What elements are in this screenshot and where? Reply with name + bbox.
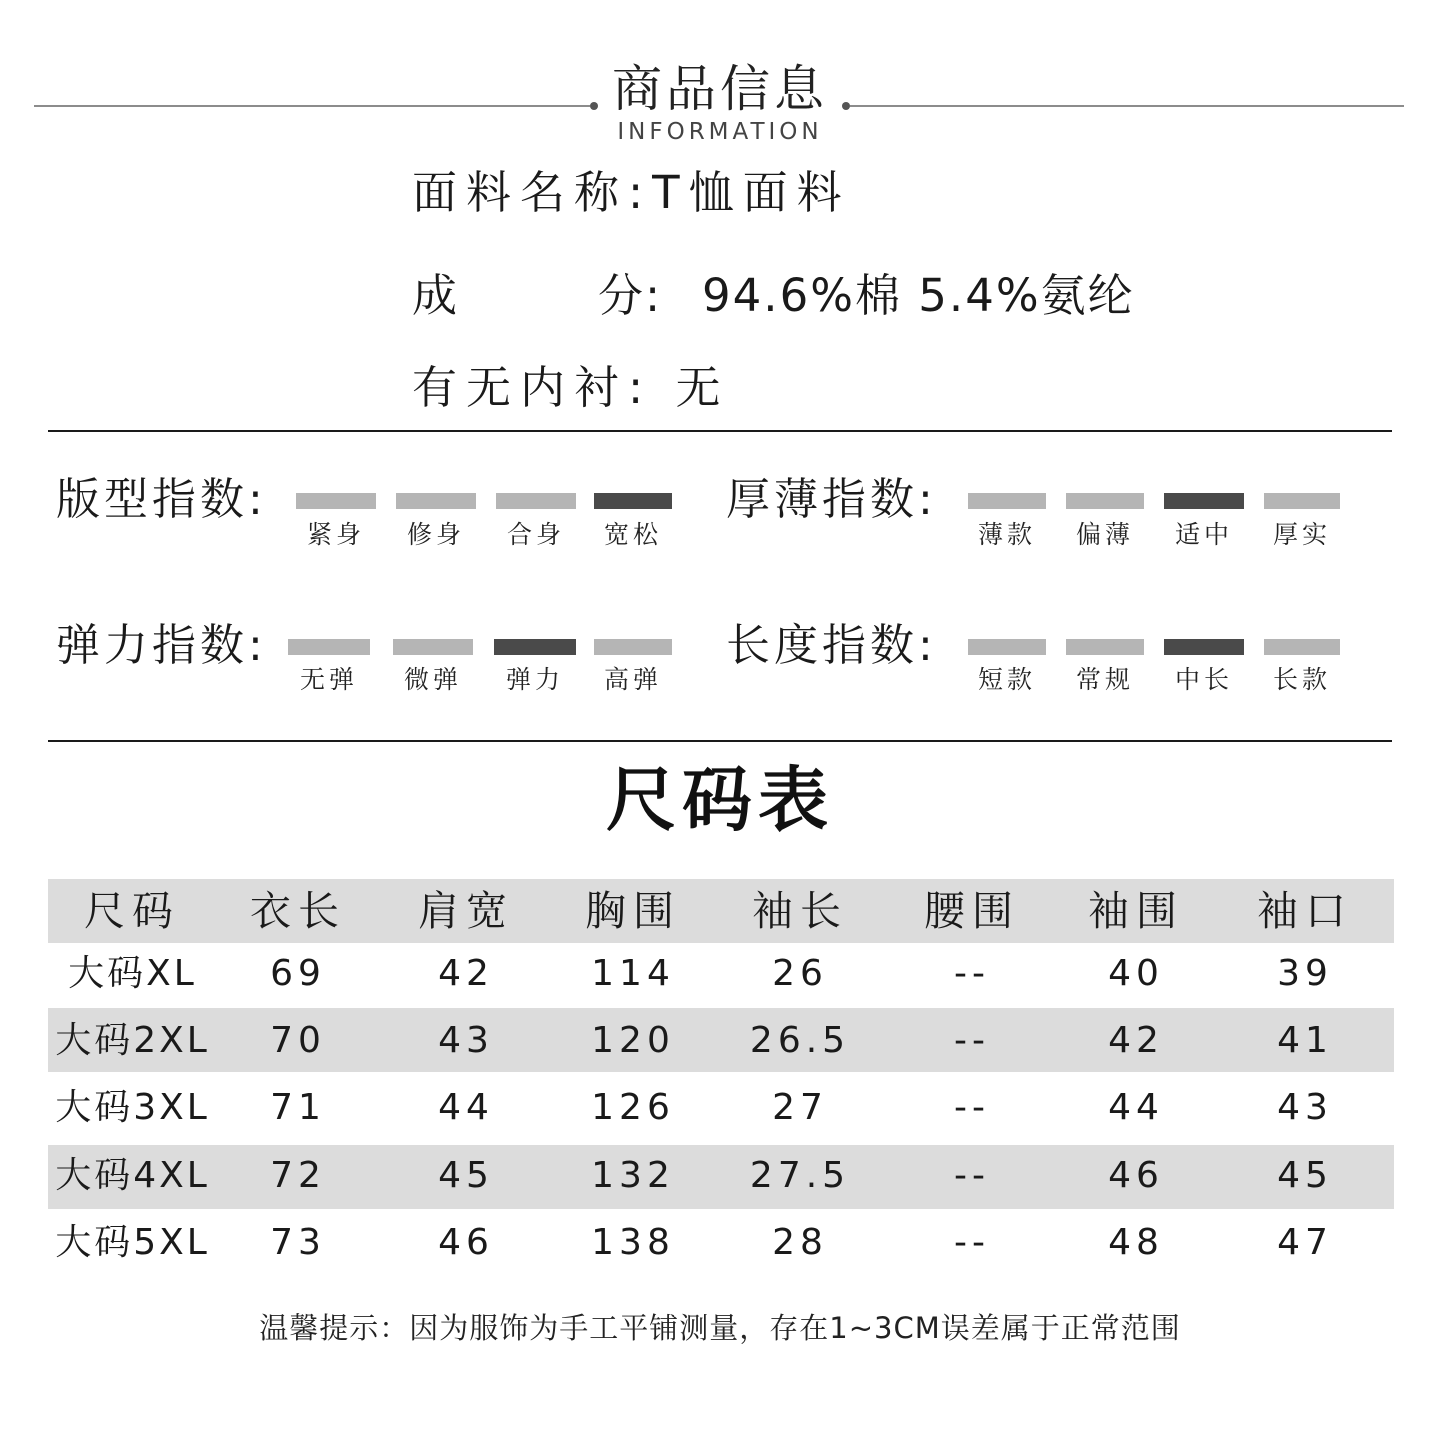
section-title: 商品信息 (612, 60, 828, 118)
composition-value: 94.6%棉 5.4%氨纶 (702, 269, 1135, 322)
table-cell: 48 (1108, 1222, 1164, 1263)
table-cell: 120 (591, 1020, 675, 1061)
elasticity-index-segment (393, 639, 473, 655)
length-index-option: 中长 (1174, 665, 1233, 694)
table-cell: 114 (591, 953, 675, 994)
elasticity-index-option: 无弹 (299, 665, 358, 694)
table-cell: 138 (591, 1222, 675, 1263)
table-cell: 27 (772, 1087, 828, 1128)
fabric-name-label: 面料名称: (412, 166, 653, 219)
table-cell: 70 (270, 1020, 326, 1061)
elasticity-index-option: 弹力 (505, 665, 564, 694)
fit-index-option: 修身 (406, 520, 465, 549)
thickness-index-segment-selected (1164, 493, 1244, 509)
lining-value: 无 (675, 361, 730, 414)
elasticity-index-option: 微弹 (403, 665, 462, 694)
thickness-index-option: 薄款 (977, 520, 1036, 549)
table-cell: 71 (270, 1087, 326, 1128)
fit-index-label: 版型指数: (56, 474, 267, 525)
fabric-name-value: T恤面料 (652, 166, 851, 219)
table-cell: -- (954, 1087, 990, 1128)
table-row-size: 大码3XL (55, 1087, 210, 1128)
elasticity-index-label: 弹力指数: (56, 620, 267, 671)
measurement-note: 温馨提示：因为服饰为手工平铺测量，存在1~3CM误差属于正常范围 (259, 1311, 1181, 1345)
table-header-cell: 衣长 (250, 887, 346, 935)
length-index-option: 长款 (1272, 665, 1331, 694)
table-cell: 39 (1277, 953, 1333, 994)
section-subtitle: INFORMATION (617, 119, 823, 145)
fit-index-option: 合身 (506, 520, 565, 549)
table-header-cell: 尺码 (84, 887, 180, 935)
divider-top (48, 430, 1392, 432)
table-cell: -- (954, 1222, 990, 1263)
table-cell: 44 (1108, 1087, 1164, 1128)
composition-label-a: 成 (412, 269, 460, 322)
table-cell: 132 (591, 1155, 675, 1196)
composition-label (412, 266, 702, 326)
header-dot-right (842, 102, 850, 110)
size-table-title: 尺码表 (606, 759, 834, 841)
table-row-size: 大码2XL (55, 1020, 210, 1061)
table-row-size: 大码4XL (55, 1155, 210, 1196)
table-cell: 40 (1108, 953, 1164, 994)
fit-index-segment (496, 493, 576, 509)
fabric-name-row (412, 163, 851, 223)
thickness-index-label: 厚薄指数: (726, 474, 937, 525)
table-header-cell: 腰围 (924, 887, 1020, 935)
table-cell: 27.5 (749, 1155, 851, 1196)
table-row-size: 大码XL (68, 953, 197, 994)
elasticity-index-segment (594, 639, 672, 655)
fit-index-option: 紧身 (306, 520, 365, 549)
table-cell: 47 (1277, 1222, 1333, 1263)
table-cell: 46 (1108, 1155, 1164, 1196)
table-cell: 43 (1277, 1087, 1333, 1128)
table-cell: 46 (438, 1222, 494, 1263)
table-cell: 73 (270, 1222, 326, 1263)
table-cell: -- (954, 1155, 990, 1196)
table-cell: 26.5 (749, 1020, 851, 1061)
table-header-cell: 胸围 (585, 887, 681, 935)
fit-index-segment (296, 493, 376, 509)
table-header-cell: 袖围 (1088, 887, 1184, 935)
table-header-cell: 肩宽 (418, 887, 514, 935)
table-header-cell: 袖口 (1257, 887, 1353, 935)
composition-row (412, 266, 1135, 326)
table-cell: 126 (591, 1087, 675, 1128)
table-cell: 43 (438, 1020, 494, 1061)
length-index-option: 常规 (1075, 665, 1134, 694)
table-header-cell: 袖长 (752, 887, 848, 935)
length-index-segment (968, 639, 1046, 655)
header-line-right (850, 105, 1404, 107)
lining-row (412, 358, 730, 418)
table-cell: 42 (438, 953, 494, 994)
table-cell: 44 (438, 1087, 494, 1128)
table-cell: -- (954, 1020, 990, 1061)
fit-index-option: 宽松 (603, 520, 662, 549)
thickness-index-segment (968, 493, 1046, 509)
composition-label-b: 分: (598, 269, 663, 322)
fit-index-segment (396, 493, 476, 509)
thickness-index-option: 适中 (1174, 520, 1233, 549)
elasticity-index-segment (288, 639, 370, 655)
thickness-index-segment (1066, 493, 1144, 509)
length-index-segment-selected (1164, 639, 1244, 655)
table-cell: -- (954, 953, 990, 994)
thickness-index-option: 偏薄 (1075, 520, 1134, 549)
lining-label: 有无内衬: (412, 361, 653, 414)
elasticity-index-segment-selected (494, 639, 576, 655)
length-index-segment (1066, 639, 1144, 655)
table-cell: 41 (1277, 1020, 1333, 1061)
table-cell: 26 (772, 953, 828, 994)
thickness-index-option: 厚实 (1272, 520, 1331, 549)
table-cell: 69 (270, 953, 326, 994)
table-row-size: 大码5XL (55, 1222, 210, 1263)
fit-index-segment-selected (594, 493, 672, 509)
length-index-label: 长度指数: (726, 620, 937, 671)
length-index-option: 短款 (977, 665, 1036, 694)
table-cell: 42 (1108, 1020, 1164, 1061)
table-cell: 72 (270, 1155, 326, 1196)
table-cell: 28 (772, 1222, 828, 1263)
thickness-index-segment (1264, 493, 1340, 509)
table-cell: 45 (1277, 1155, 1333, 1196)
table-cell: 45 (438, 1155, 494, 1196)
divider-middle (48, 740, 1392, 742)
length-index-segment (1264, 639, 1340, 655)
elasticity-index-option: 高弹 (603, 665, 662, 694)
